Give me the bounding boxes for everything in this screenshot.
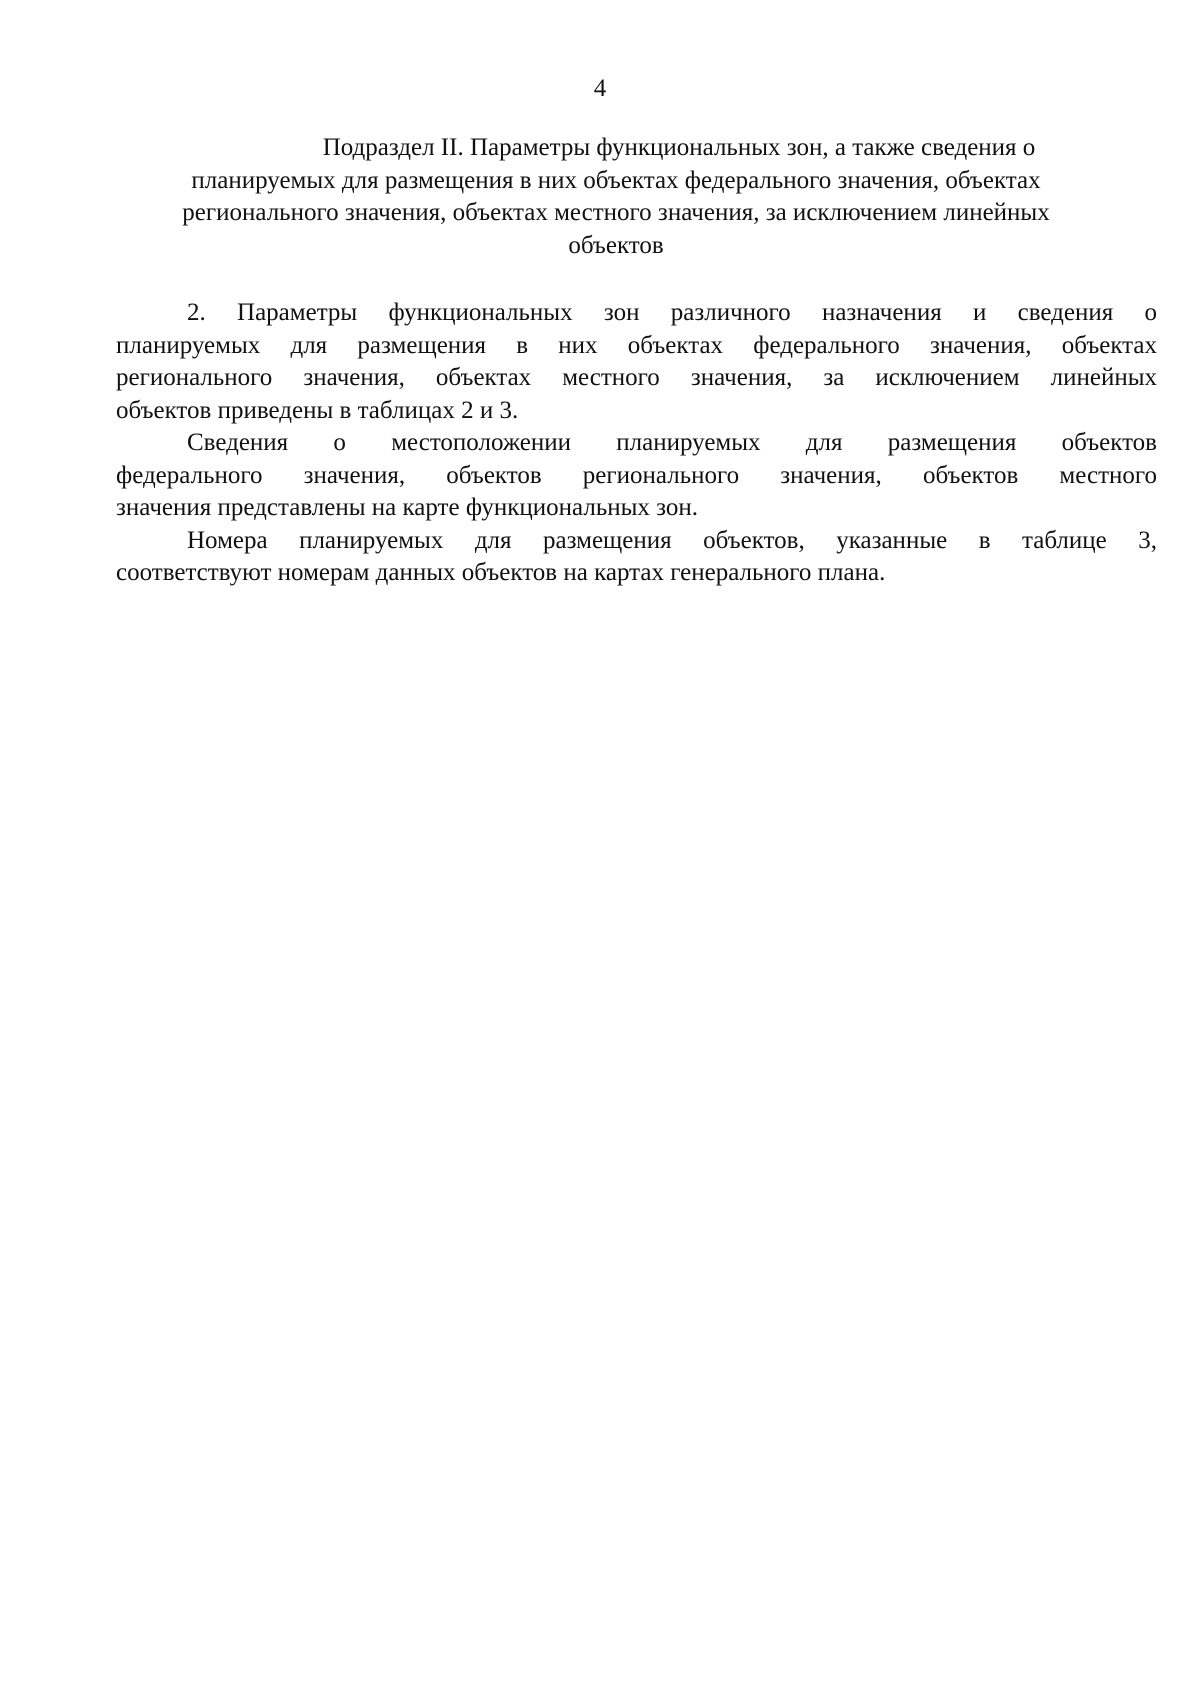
text-line: значения представлены на карте функциональных зон. [116,494,699,521]
heading-line: регионального значения, объектах местного значения, за исключением линейных [182,199,1050,226]
body-text [116,297,1157,590]
subsection-heading [130,132,1102,262]
text-line: соответствуют номерам данных объектов на картах генерального плана. [116,559,886,586]
text-line: регионального значения, объектах местного значения, за исключением линейных [116,364,1157,391]
heading-line: объектов [568,231,664,259]
heading-line: планируемых для размещения в них объектах федерального значения, объектах [191,166,1041,194]
text-line: планируемых для размещения в них объектах федерального значения, объектах [116,331,1157,359]
paragraph-location-info [116,427,1157,525]
text-line: 2. Параметры функциональных зон различного назначения и сведения о [187,299,1157,326]
text-line: Сведения о местоположении планируемых для размещения объектов [187,429,1157,456]
text-line: объектов приведены в таблицах 2 и 3. [116,396,519,424]
paragraph-object-numbers [116,525,1157,590]
text-line: федерального значения, объектов регионального значения, объектов местного [116,461,1157,489]
page-number: 4 [593,75,607,102]
heading-line: Подраздел II. Параметры функциональных зон, а также сведения о [322,134,1036,161]
text-line: Номера планируемых для размещения объектов, указанные в таблице 3, [187,526,1157,554]
paragraph-parameters [116,297,1157,427]
